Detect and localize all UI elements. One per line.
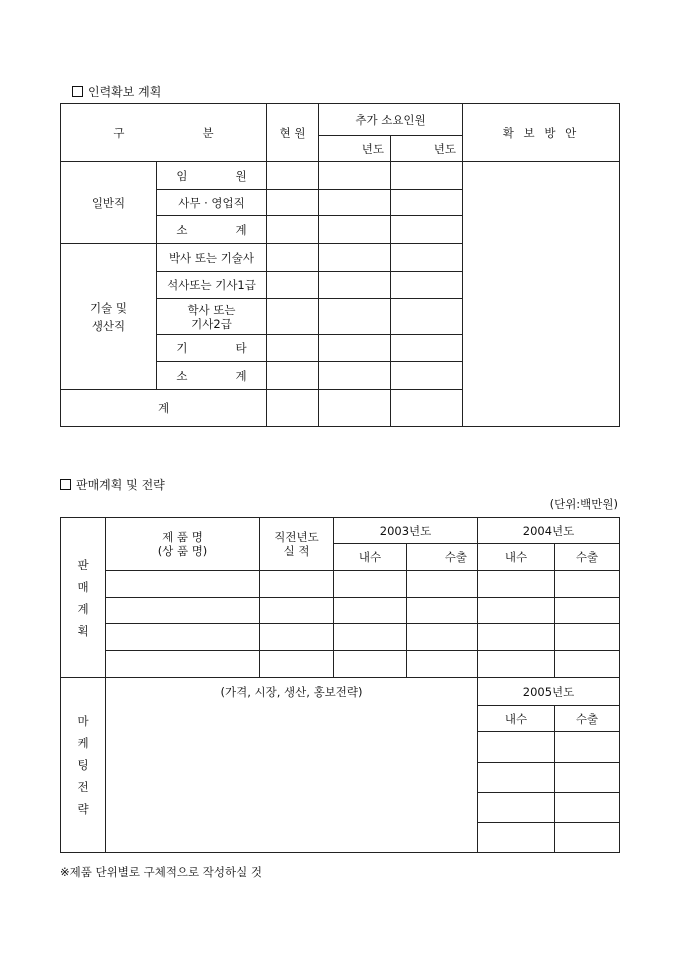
cell-blank[interactable]: [334, 624, 407, 651]
header-product: 제 품 명 (상 품 명): [106, 518, 260, 571]
cell-blank[interactable]: [260, 571, 334, 598]
cell-blank[interactable]: [106, 598, 260, 624]
row-bachelor: 학사 또는 기사2급: [157, 299, 267, 335]
header-domestic: 내수: [478, 706, 555, 732]
cell-blank[interactable]: [319, 335, 391, 362]
manpower-table: [60, 103, 620, 427]
cell-blank[interactable]: [319, 299, 391, 335]
footnote: ※제품 단위별로 구체적으로 작성하실 것: [60, 865, 262, 879]
section-title-sales: 판매계획 및 전략: [60, 476, 165, 493]
row-master: 석사또는 기사1급: [157, 272, 267, 299]
cell-blank[interactable]: [478, 571, 555, 598]
plan-cell[interactable]: [463, 162, 620, 427]
cell-blank[interactable]: [478, 732, 555, 763]
cell-blank[interactable]: [106, 624, 260, 651]
cell-blank[interactable]: [478, 793, 555, 823]
header-export: 수출: [555, 544, 620, 571]
cell-blank[interactable]: [267, 335, 319, 362]
header-year-a: 년도: [319, 136, 391, 162]
cell-blank[interactable]: [391, 272, 463, 299]
cell-blank[interactable]: [391, 244, 463, 272]
cell-blank[interactable]: [478, 651, 555, 678]
cell-blank[interactable]: [391, 362, 463, 390]
header-export: 수출: [555, 706, 620, 732]
cell-blank[interactable]: [391, 216, 463, 244]
row-other: 기 타: [157, 335, 267, 362]
header-2005: 2005년도: [478, 678, 620, 706]
cell-blank[interactable]: [407, 624, 478, 651]
unit-label: (단위:백만원): [549, 497, 618, 511]
cell-blank[interactable]: [106, 571, 260, 598]
cell-blank[interactable]: [267, 190, 319, 216]
cell-blank[interactable]: [267, 299, 319, 335]
cell-blank[interactable]: [334, 598, 407, 624]
header-domestic: 내수: [334, 544, 407, 571]
cell-blank[interactable]: [407, 598, 478, 624]
cell-blank[interactable]: [555, 823, 620, 853]
cell-blank[interactable]: [267, 244, 319, 272]
header-gubun: 구 분: [61, 104, 267, 162]
header-prev-year: 직전년도 실 적: [260, 518, 334, 571]
marketing-label: 마 케 팅 전 략: [61, 678, 106, 853]
checkbox-square-icon: [60, 479, 71, 490]
cell-blank[interactable]: [319, 216, 391, 244]
row-office: 사무 · 영업직: [157, 190, 267, 216]
header-additional: 추가 소요인원: [319, 104, 463, 136]
cell-blank[interactable]: [319, 362, 391, 390]
cell-blank[interactable]: [478, 823, 555, 853]
row-doctor: 박사 또는 기술사: [157, 244, 267, 272]
cell-blank[interactable]: [267, 362, 319, 390]
cell-blank[interactable]: [267, 216, 319, 244]
header-2003: 2003년도: [334, 518, 478, 544]
cell-blank[interactable]: [267, 272, 319, 299]
cell-blank[interactable]: [555, 651, 620, 678]
header-hyeonwon: 현 원: [267, 104, 319, 162]
cell-blank[interactable]: [555, 571, 620, 598]
cell-blank[interactable]: [260, 624, 334, 651]
marketing-hint: (가격, 시장, 생산, 홍보전략): [220, 685, 363, 699]
cell-blank[interactable]: [319, 162, 391, 190]
header-plan: 확 보 방 안: [463, 104, 620, 162]
cell-blank[interactable]: [267, 162, 319, 190]
cell-blank[interactable]: [391, 162, 463, 190]
cell-blank[interactable]: [106, 651, 260, 678]
cell-blank[interactable]: [391, 335, 463, 362]
row-total: 계: [61, 390, 267, 427]
cell-blank[interactable]: [555, 624, 620, 651]
cell-blank[interactable]: [391, 299, 463, 335]
cell-blank[interactable]: [319, 390, 391, 427]
cell-blank[interactable]: [334, 571, 407, 598]
cell-blank[interactable]: [319, 244, 391, 272]
marketing-strategy-cell[interactable]: [106, 678, 478, 853]
cell-blank[interactable]: [555, 732, 620, 763]
cell-blank[interactable]: [391, 190, 463, 216]
group-tech: 기술 및 생산직: [61, 244, 157, 390]
cell-blank[interactable]: [319, 272, 391, 299]
header-domestic: 내수: [478, 544, 555, 571]
row-subtotal-2: 소 계: [157, 362, 267, 390]
cell-blank[interactable]: [267, 390, 319, 427]
cell-blank[interactable]: [391, 390, 463, 427]
cell-blank[interactable]: [334, 651, 407, 678]
header-year-b: 년도: [391, 136, 463, 162]
cell-blank[interactable]: [407, 571, 478, 598]
header-2004: 2004년도: [478, 518, 620, 544]
cell-blank[interactable]: [555, 598, 620, 624]
sales-plan-label: 판 매 계 획: [61, 518, 106, 678]
cell-blank[interactable]: [407, 651, 478, 678]
cell-blank[interactable]: [260, 598, 334, 624]
cell-blank[interactable]: [478, 598, 555, 624]
checkbox-square-icon: [72, 86, 83, 97]
row-subtotal: 소 계: [157, 216, 267, 244]
header-export: 수출: [407, 544, 478, 571]
cell-blank[interactable]: [478, 624, 555, 651]
cell-blank[interactable]: [478, 763, 555, 793]
row-exec: 임 원: [157, 162, 267, 190]
cell-blank[interactable]: [555, 763, 620, 793]
cell-blank[interactable]: [319, 190, 391, 216]
cell-blank[interactable]: [260, 651, 334, 678]
sales-table: [60, 517, 620, 853]
group-general: 일반직: [61, 162, 157, 244]
section-title-manpower: 인력확보 계획: [72, 83, 161, 100]
cell-blank[interactable]: [555, 793, 620, 823]
